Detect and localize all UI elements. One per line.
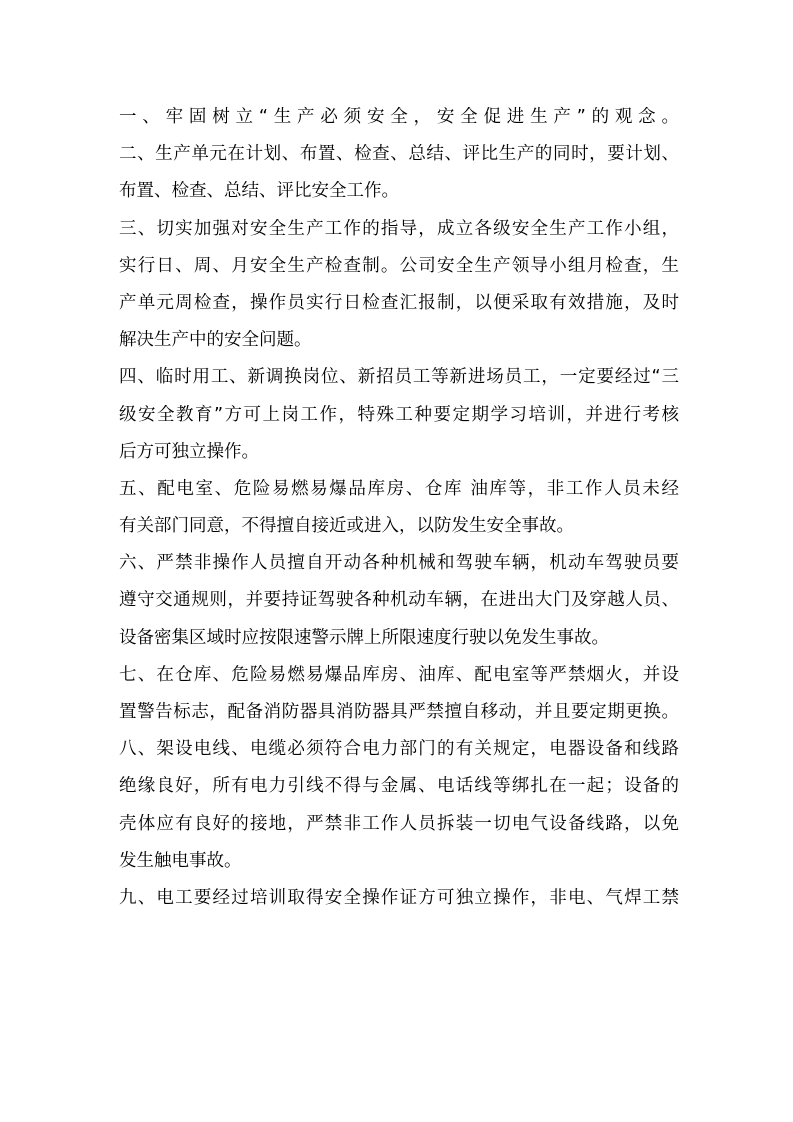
document-body: [119, 102, 679, 920]
paragraph-3-line-1: 三、切实加强对安全生产工作的指导，成立各级安全生产工作小组，: [119, 218, 679, 239]
paragraph-5-line-2: 有关部门同意，不得擅自接近或进入，以防发生安全事故。: [119, 516, 574, 537]
paragraph-8-line-3: 壳体应有良好的接地，严禁非工作人员拆装一切电气设备线路，以免: [119, 813, 679, 834]
paragraph-7-line-1: 七、在仓库、危险易燃易爆品库房、油库、配电室等严禁烟火，并设: [119, 664, 679, 685]
paragraph-6-line-1: 六、严禁非操作人员擅自开动各种机械和驾驶车辆，机动车驾驶员要: [119, 553, 679, 574]
paragraph-8-line-2: 绝缘良好，所有电力引线不得与金属、电话线等绑扎在一起；设备的: [119, 776, 679, 797]
paragraph-7-line-2: 置警告标志，配备消防器具消防器具严禁擅自移动，并且要定期更换。: [119, 702, 679, 722]
paragraph-8-line-1: 八、架设电线、电缆必须符合电力部门的有关规定，电器设备和线路: [119, 739, 679, 760]
paragraph-2-line-2: 布置、检查、总结、评比安全工作。: [119, 181, 399, 202]
paragraph-3-line-2: 实行日、周、月安全生产检查制。公司安全生产领导小组月检查，生: [119, 255, 679, 276]
paragraph-6-line-2: 遵守交通规则，并要持证驾驶各种机动车辆，在进出大门及穿越人员、: [119, 590, 679, 611]
paragraph-3-line-4: 解决生产中的安全问题。: [119, 330, 312, 351]
paragraph-1-line-1: 一、牢固树立“生产必须安全，安全促进生产”的观念。: [119, 107, 679, 127]
paragraph-8-line-4: 发生触电事故。: [119, 850, 242, 871]
paragraph-4-line-2: 级安全教育”方可上岗工作，特殊工种要定期学习培训，并进行考核: [119, 404, 679, 425]
paragraph-2-line-1: 二、生产单元在计划、布置、检查、总结、评比生产的同时，要计划、: [119, 144, 679, 165]
paragraph-6-line-3: 设备密集区域时应按限速警示牌上所限速度行驶以免发生事故。: [119, 627, 609, 648]
paragraph-3-line-3: 产单元周检查，操作员实行日检查汇报制，以便采取有效措施，及时: [119, 292, 679, 313]
paragraph-4-line-3: 后方可独立操作。: [119, 441, 259, 462]
paragraph-5-line-1: 五、配电室、危险易燃易爆品库房、仓库 油库等，非工作人员未经: [119, 478, 679, 499]
paragraph-9-line-1: 九、电工要经过培训取得安全操作证方可独立操作，非电、气焊工禁: [119, 887, 679, 908]
paragraph-4-line-1: 四、临时用工、新调换岗位、新招员工等新进场员工，一定要经过“三: [119, 367, 679, 388]
